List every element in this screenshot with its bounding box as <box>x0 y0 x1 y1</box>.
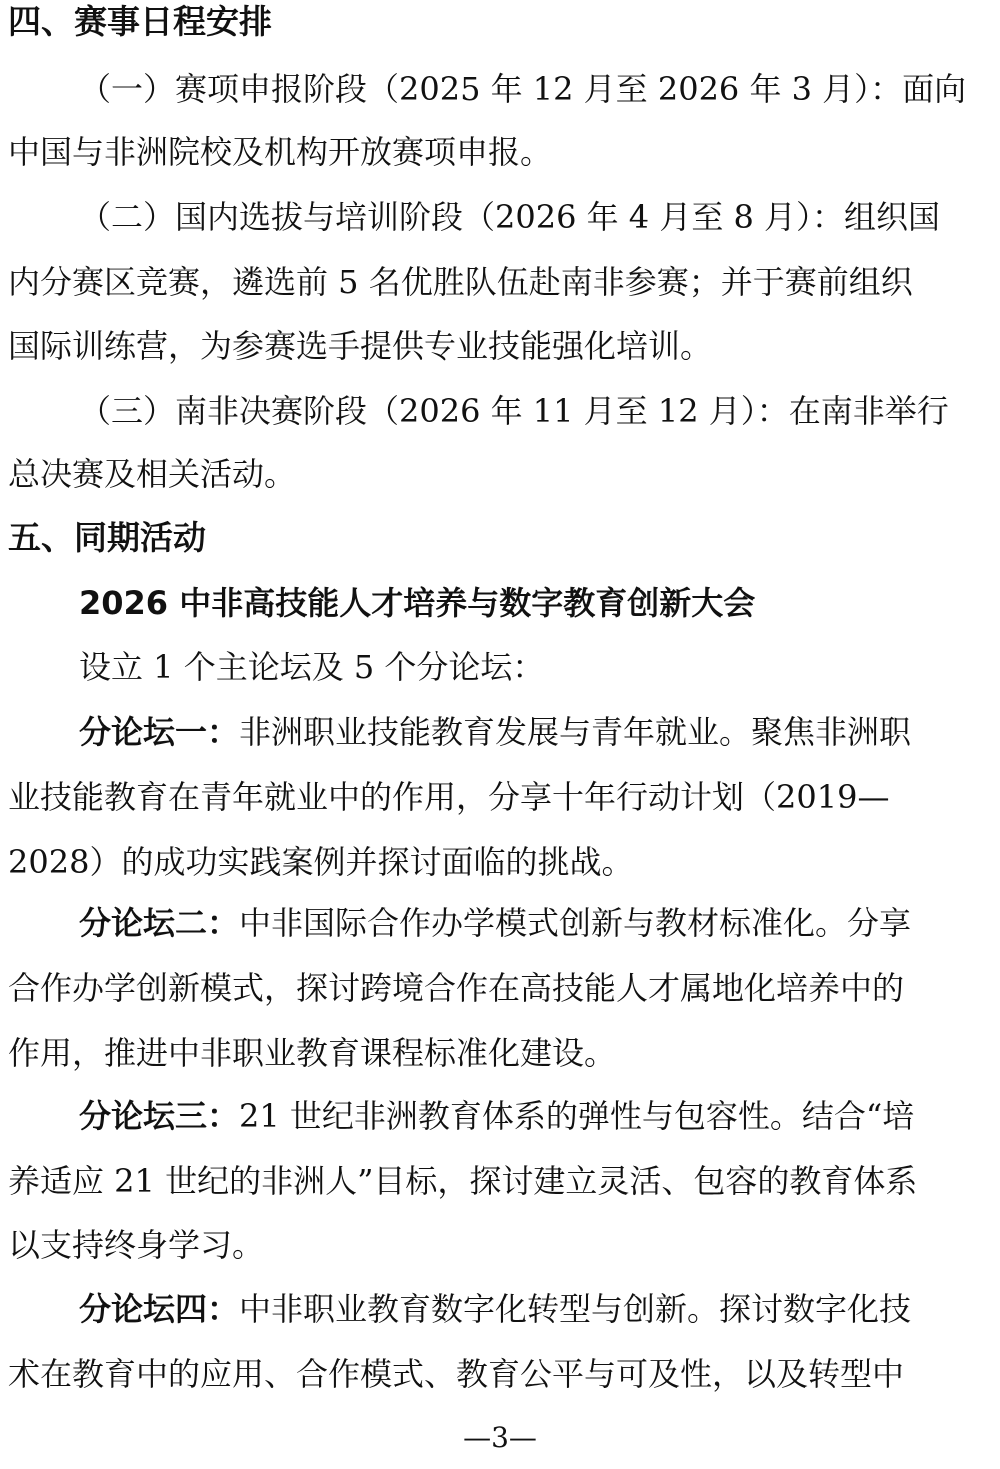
paragraph-line: 内分赛区竞赛，遴选前 5 名优胜队伍赴南非参赛；并于赛前组织 <box>8 263 913 301</box>
forum-label: 分论坛二： <box>79 904 240 942</box>
section-heading: 五、同期活动 <box>8 518 206 557</box>
paragraph-line: （三）南非决赛阶段（2026 年 11 月至 12 月）：在南非举行 <box>79 392 949 430</box>
forum-label: 分论坛一： <box>79 713 240 751</box>
forum-text: 中非职业教育数字化转型与创新。探讨数字化技 <box>239 1290 912 1328</box>
forum-line <box>79 1096 914 1136</box>
forum-text: 21 世纪非洲教育体系的弹性与包容性。结合“培 <box>239 1097 915 1135</box>
forum-text: 非洲职业技能教育发展与青年就业。聚焦非洲职 <box>239 713 912 751</box>
paragraph-line: 养适应 21 世纪的非洲人”目标，探讨建立灵活、包容的教育体系 <box>8 1162 918 1200</box>
page-number: —3— <box>463 1421 537 1454</box>
paragraph-line: 中国与非洲院校及机构开放赛项申报。 <box>8 133 553 171</box>
paragraph-line: 总决赛及相关活动。 <box>8 455 297 493</box>
section-heading: 四、赛事日程安排 <box>8 2 272 41</box>
paragraph-line: 业技能教育在青年就业中的作用，分享十年行动计划（2019— <box>8 778 890 816</box>
event-title: 2026 中非高技能人才培养与数字教育创新大会 <box>79 584 756 622</box>
paragraph-line: 合作办学创新模式，探讨跨境合作在高技能人才属地化培养中的 <box>8 969 905 1007</box>
forum-line <box>79 1289 911 1329</box>
paragraph-line: （二）国内选拔与培训阶段（2026 年 4 月至 8 月）：组织国 <box>79 198 941 236</box>
forum-line <box>79 903 911 943</box>
paragraph-line: 作用，推进中非职业教育课程标准化建设。 <box>8 1034 617 1072</box>
forum-label: 分论坛三： <box>79 1097 240 1135</box>
paragraph-line: 以支持终身学习。 <box>8 1226 265 1264</box>
paragraph-line: 2028）的成功实践案例并探讨面临的挑战。 <box>8 843 634 881</box>
forum-label: 分论坛四： <box>79 1290 240 1328</box>
paragraph-line: 术在教育中的应用、合作模式、教育公平与可及性，以及转型中 <box>8 1355 905 1393</box>
paragraph-line: 国际训练营，为参赛选手提供专业技能强化培训。 <box>8 327 713 365</box>
forum-text: 中非国际合作办学模式创新与教材标准化。分享 <box>239 904 912 942</box>
paragraph-line: （一）赛项申报阶段（2025 年 12 月至 2026 年 3 月）：面向 <box>79 70 967 108</box>
forum-line <box>79 712 911 752</box>
paragraph-line: 设立 1 个主论坛及 5 个分论坛： <box>79 648 545 686</box>
